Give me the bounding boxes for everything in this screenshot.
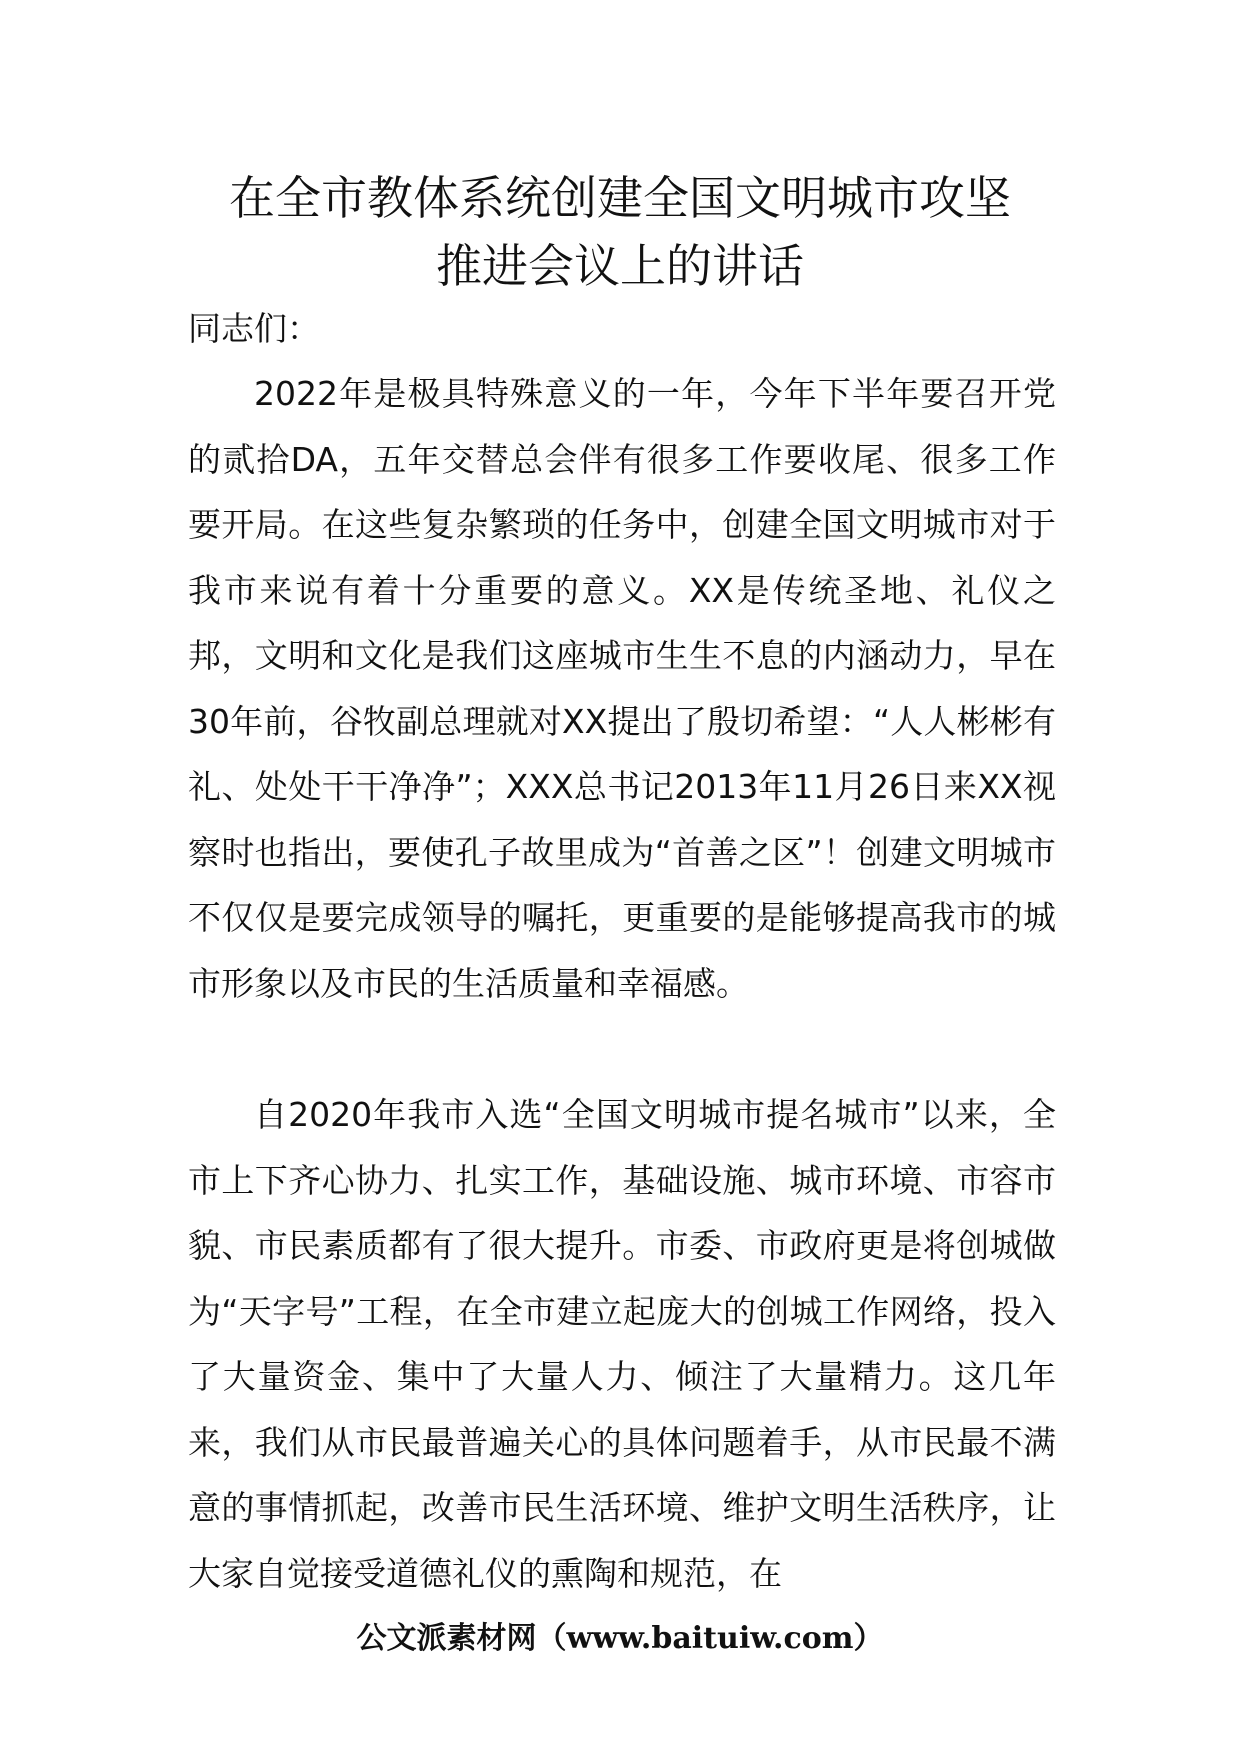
document-title-line-1: 在全市教体系统创建全国文明城市攻坚 (229, 171, 1011, 225)
salutation: 同志们： (188, 309, 320, 348)
document-title-line-2: 推进会议上的讲话 (436, 239, 804, 293)
body-paragraph-1: 2022年是极具特殊意义的一年，今年下半年要召开党的贰拾DA，五年交替总会伴有很多工作要收尾、很多工作要开局。在这些复杂繁琐的任务中，创建全国文明城市对于我市来说有着十分重要的意义。XX是传统圣地、礼仪之邦，文明和文化是我们这座城市生生不息的内涵动力，早在30年前，谷牧副总理就对XX提出了殷切希望：“人人彬彬有礼、处处干干净净”；XXX总书记2013年11月26日来XX视察时也指出，要使孔子故里成为“首善之区”！创建文明城市不仅仅是要完成领导的嘱托，更重要的是能够提高我市的城市形象以及市民的生活质量和幸福感。 (188, 374, 1056, 1003)
footer-watermark: 公文派素材网（www.baituiw.com） (356, 1621, 884, 1656)
body-paragraph-2: 自2020年我市入选“全国文明城市提名城市”以来，全市上下齐心协力、扎实工作，基础设施、城市环境、市容市貌、市民素质都有了很大提升。市委、市政府更是将创城做为“天字号”工程，在全市建立起庞大的创城工作网络，投入了大量资金、集中了大量人力、倾注了大量精力。这几年来，我们从市民最普遍关心的具体问题着手，从市民最不满意的事情抓起，改善市民生活环境、维护文明生活秩序，让大家自觉接受道德礼仪的熏陶和规范，在 (188, 1095, 1056, 1593)
